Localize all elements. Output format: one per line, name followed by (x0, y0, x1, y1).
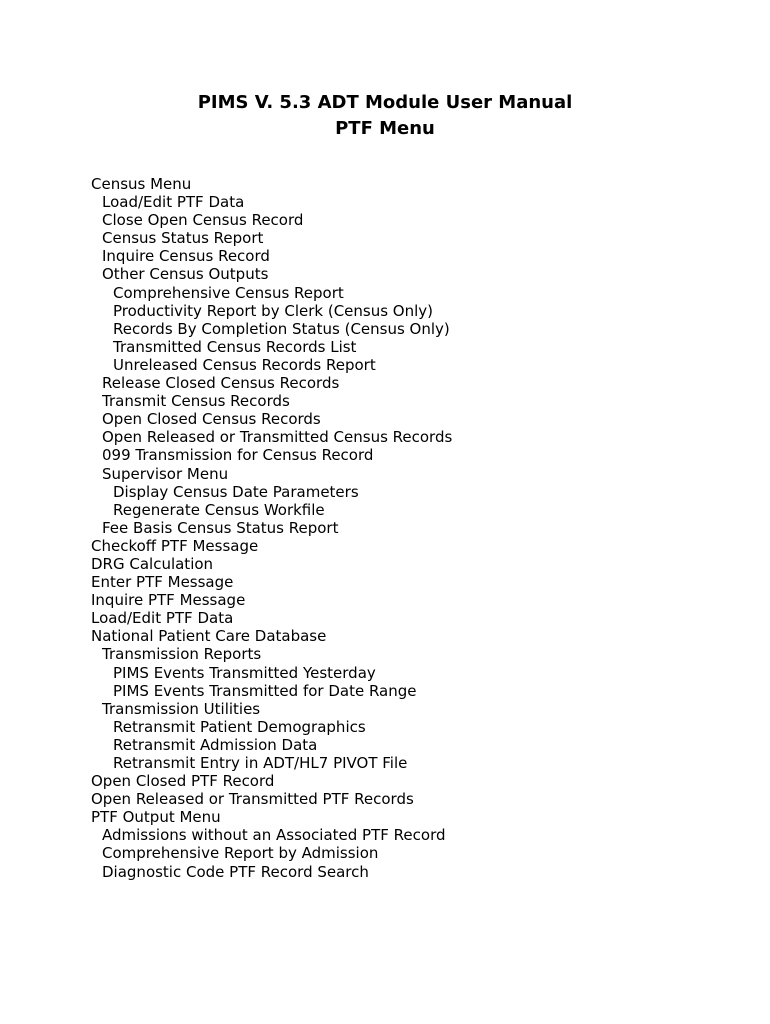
menu-item: Comprehensive Census Report (113, 283, 344, 302)
menu-item: PIMS Events Transmitted for Date Range (113, 681, 417, 700)
section-title: PTF Menu (335, 118, 435, 139)
menu-item: Other Census Outputs (102, 265, 269, 284)
menu-item: National Patient Care Database (91, 627, 327, 646)
menu-item: Open Closed PTF Record (91, 772, 275, 791)
menu-item: Census Menu (91, 175, 192, 193)
menu-item: DRG Calculation (91, 554, 214, 573)
menu-item: Retransmit Entry in ADT/HL7 PIVOT File (113, 754, 408, 772)
menu-item: Open Released or Transmitted Census Records (102, 428, 453, 447)
menu-item: Release Closed Census Records (102, 374, 340, 393)
menu-item: Load/Edit PTF Data (91, 609, 234, 628)
menu-item: Productivity Report by Clerk (Census Only) (113, 301, 434, 320)
menu-item: Comprehensive Report by Admission (102, 844, 379, 863)
menu-item: Inquire Census Record (102, 247, 270, 266)
menu-item: Transmission Utilities (102, 699, 261, 718)
menu-item: Load/Edit PTF Data (102, 193, 245, 212)
menu-item: Transmit Census Records (102, 392, 290, 411)
menu-item: Close Open Census Record (102, 211, 304, 230)
menu-item: Display Census Date Parameters (113, 482, 359, 501)
menu-item: Diagnostic Code PTF Record Search (102, 862, 369, 881)
menu-item: Fee Basis Census Status Report (102, 518, 339, 537)
menu-tree (91, 175, 452, 881)
menu-item: 099 Transmission for Census Record (102, 446, 374, 465)
menu-item: PTF Output Menu (91, 808, 221, 827)
menu-item: Checkoff PTF Message (91, 536, 259, 555)
menu-item: PIMS Events Transmitted Yesterday (113, 663, 376, 682)
menu-item: Transmission Reports (102, 645, 262, 664)
menu-item: Transmitted Census Records List (113, 337, 357, 356)
menu-item: Open Released or Transmitted PTF Records (91, 790, 414, 809)
menu-item: Admissions without an Associated PTF Record (102, 826, 446, 845)
menu-item: Unreleased Census Records Report (113, 355, 376, 374)
menu-item: Retransmit Admission Data (113, 735, 318, 754)
menu-item: Enter PTF Message (91, 573, 234, 592)
menu-item: Records By Completion Status (Census Only) (113, 319, 450, 338)
menu-item: Inquire PTF Message (91, 591, 246, 610)
menu-item: Supervisor Menu (102, 464, 229, 483)
menu-item: Census Status Report (102, 229, 264, 248)
menu-item: Open Closed Census Records (102, 410, 321, 429)
menu-item: Regenerate Census Workfile (113, 500, 325, 519)
menu-item: Retransmit Patient Demographics (113, 717, 366, 736)
document-title: PIMS V. 5.3 ADT Module User Manual (197, 92, 573, 113)
